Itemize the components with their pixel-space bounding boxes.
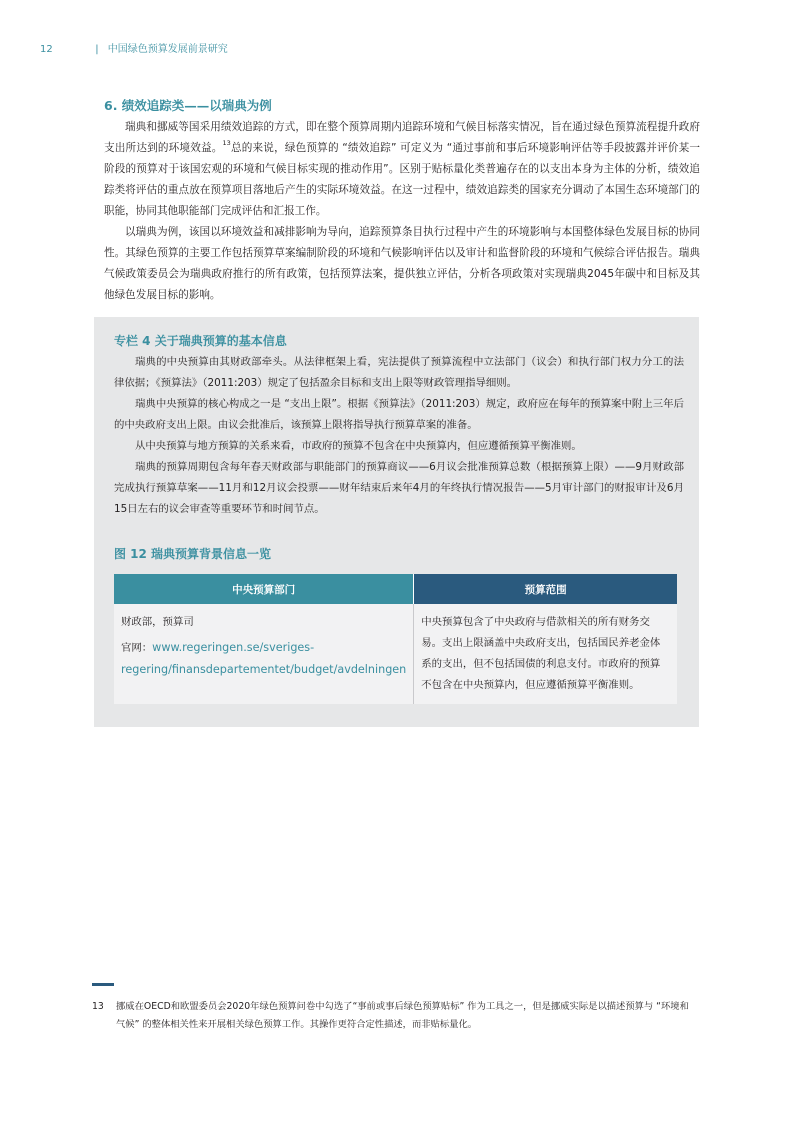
paragraph-1-part-a: 瑞典和挪威等国采用绩效追踪的方式，即在整个预算周期内追踪环境和气候目标落实情况，旨在通过绿色预算流程提升政府支出所达到的环境效益。 bbox=[104, 121, 700, 154]
footnote bbox=[92, 998, 697, 1034]
paragraph-1 bbox=[104, 117, 700, 222]
paragraph-2-text: 以瑞典为例，该国以环境效益和减排影响为导向，追踪预算条目执行过程中产生的环境影响与本国整体绿色发展目标的协同性。其绿色预算的主要工作包括预算草案编制阶段的环境和气候影响评估以及审计和监督阶段的环境和气候综合评估报告。瑞典气候政策委员会为瑞典政府推行的所有政策，包括预算法案，提供独立评估，分析各项政策对实现瑞典2045年碳中和目标及其他绿色发展目标的影响。 bbox=[104, 226, 700, 301]
dept-cell bbox=[114, 604, 414, 704]
box-body bbox=[114, 352, 684, 520]
website-link[interactable]: www.regeringen.se/sveriges-regering/finansdepartementet/budget/avdelningen bbox=[121, 641, 407, 676]
header-budget-scope: 预算范围 bbox=[414, 574, 677, 604]
paragraph-2 bbox=[104, 222, 700, 306]
website-line bbox=[121, 637, 406, 681]
scope-cell: 中央预算包含了中央政府与借款相关的所有财务交易。支出上限涵盖中央政府支出，包括国民养老金体系的支出，但不包括国债的利息支付。市政府的预算不包含在中央预算内，但应遵循预算平衡准则。 bbox=[414, 604, 677, 704]
running-title: 中国绿色预算发展前景研究 bbox=[107, 44, 228, 55]
footnote-number: 13 bbox=[92, 1001, 104, 1012]
header-central-dept: 中央预算部门 bbox=[114, 574, 414, 604]
box-paragraph: 瑞典中央预算的核心构成之一是 “支出上限”。根据《预算法》（2011:203）规定，政府应在每年的预算案中附上三年后的中央政府支出上限。由议会批准后，该预算上限将指导执行预算草案的准备。 bbox=[114, 398, 684, 431]
page-number: 12 bbox=[40, 44, 53, 55]
box-title: 专栏 4 关于瑞典预算的基本信息 bbox=[114, 334, 287, 348]
footnote-divider bbox=[92, 983, 114, 986]
running-header bbox=[40, 40, 228, 55]
section-title: 6. 绩效追踪类——以瑞典为例 bbox=[104, 98, 272, 113]
table-header-row bbox=[114, 574, 677, 604]
paragraph-1-part-b: 总的来说，绿色预算的 “绩效追踪” 可定义为 “通过事前和事后环境影响评估等手段披露并评价某一阶段的预算对于该国宏观的环境和气候目标实现的推动作用”。区别于贴标量化类普遍存在的以支出本身为主体的分析，绩效追踪类将评估的重点放在预算项目落地后产生的实际环境效益。在这一过程中，绩效追踪类的国家充分调动了本国生态环境部门的职能，协同其他职能部门完成评估和汇报工作。 bbox=[104, 142, 700, 217]
budget-info-table bbox=[114, 574, 677, 704]
header-separator: | bbox=[95, 44, 99, 55]
footnote-ref[interactable]: 13 bbox=[222, 139, 231, 147]
footnote-text: 挪威在OECD和欧盟委员会2020年绿色预算问卷中勾选了“事前或事后绿色预算贴标” 作为工具之一，但是挪威实际是以描述预算与 “环境和气候” 的整体相关性来开展相关绿色预算工作。其操作更符合定性描述，而非贴标量化。 bbox=[116, 1001, 689, 1030]
table-row bbox=[114, 604, 677, 704]
box-paragraph: 瑞典的预算周期包含每年春天财政部与职能部门的预算商议——6月议会批准预算总数（根据预算上限）——9月财政部完成执行预算草案——11月和12月议会投票——财年结束后来年4月的年终执行情况报告——5月审计部门的财报审计及6月15日左右的议会审查等重要环节和时间节点。 bbox=[114, 461, 684, 515]
box-paragraph: 瑞典的中央预算由其财政部牵头。从法律框架上看，宪法提供了预算流程中立法部门（议会）和执行部门权力分工的法律依据；《预算法》（2011:203）规定了包括盈余目标和支出上限等财政管理指导细则。 bbox=[114, 356, 684, 389]
figure-title: 图 12 瑞典预算背景信息一览 bbox=[114, 547, 272, 561]
box-paragraph: 从中央预算与地方预算的关系来看，市政府的预算不包含在中央预算内，但应遵循预算平衡准则。 bbox=[135, 440, 582, 452]
dept-name: 财政部，预算司 bbox=[121, 616, 194, 628]
website-label: 官网： bbox=[121, 642, 153, 654]
